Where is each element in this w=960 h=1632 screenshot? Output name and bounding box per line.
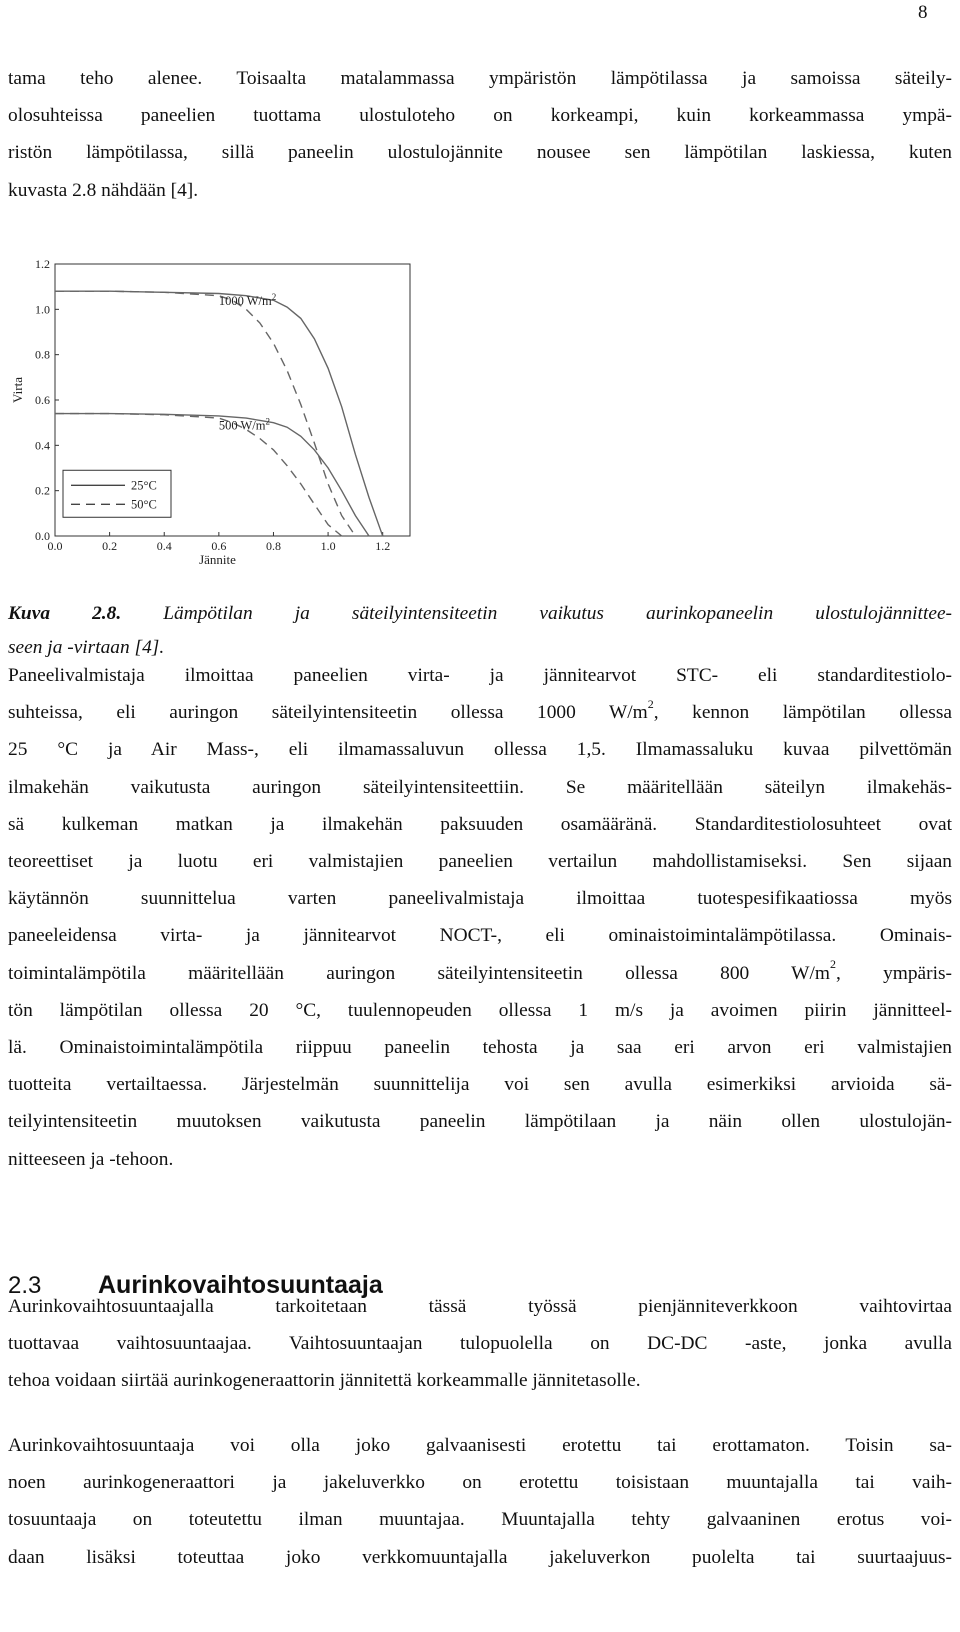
text-line (8, 1029, 952, 1066)
section-title: Aurinkovaihtosuuntaaja (98, 1271, 383, 1299)
page-number: 8 (918, 2, 928, 23)
text-segment: 25 °C ja Air Mass-, eli ilmamassaluvun ollessa 1,5. Ilmamassaluku kuvaa pilvettömän (8, 739, 952, 761)
y-tick-label: 1.0 (35, 302, 50, 317)
text-line (8, 843, 952, 880)
text-segment: , ympäris- (835, 962, 953, 984)
x-tick-label: 0.2 (102, 539, 118, 553)
superscript: 2 (829, 957, 836, 972)
inverter-paragraph-2 (8, 1427, 952, 1576)
y-tick-label: 0.6 (35, 393, 50, 407)
irradiance-annotation: 1000 $W/m^2$ (218, 291, 277, 308)
text-line (8, 1066, 952, 1103)
text-line: tosuuntaaja on toteutettu ilman muuntajaa. Muuntajalla tehty galvaaninen erotus voi- (8, 1509, 952, 1531)
stc-paragraph (8, 657, 952, 1178)
x-tick-label: 0.8 (265, 539, 281, 553)
text-line: daan lisäksi toteuttaa joko verkkomuuntajalla jakeluverkon puolelta tai suurtaajuus- (8, 1546, 952, 1568)
text-line (8, 1103, 952, 1140)
text-line (8, 806, 952, 843)
text-segment: Paneelivalmistaja ilmoittaa paneelien virta- ja jännitearvot STC- eli standarditestiolo- (8, 665, 952, 686)
text-segment: teoreettiset ja luotu eri valmistajien paneelien vertailun mahdollistamiseksi. Sen sijaan (8, 851, 952, 873)
iv-curve-figure (0, 252, 420, 592)
text-segment: nitteeseen ja -tehoon. (8, 1148, 174, 1170)
text-line (8, 769, 952, 806)
x-tick-label: 0.6 (211, 539, 227, 553)
text-line: noen aurinkogeneraattori ja jakeluverkko on erotettu toisistaan muuntajalla tai vaih- (8, 1472, 952, 1494)
y-tick-label: 0.2 (35, 483, 50, 498)
text-line: Aurinkovaihtosuuntaajalla tarkoitetaan tässä työssä pienjänniteverkkoon vaihtovirtaa (8, 1296, 952, 1317)
text-line (8, 992, 952, 1029)
text-line: ristön lämpötilassa, sillä paneelin ulostulojännite nousee sen lämpötilan laskiessa, kuten (8, 142, 952, 164)
text-line: tehoa voidaan siirtää aurinkogeneraattorin jännitettä korkeammalle jännitetasolle. (8, 1370, 641, 1392)
irradiance-annotation: 500 $W/m^2$ (218, 416, 271, 433)
x-axis-label: Jännite (199, 552, 236, 567)
text-line (8, 1141, 952, 1178)
text-segment: käytännön suunnittelua varten paneelivalmistaja ilmoittaa tuotespesifikaatiossa myös (8, 888, 952, 910)
text-segment: sä kulkeman matkan ja ilmakehän paksuuden osamääränä. Standarditestiolosuhteet ovat (8, 813, 952, 835)
text-line: Aurinkovaihtosuuntaaja voi olla joko galvaanisesti erotettu tai erottamaton. Toisin sa- (8, 1435, 952, 1456)
text-segment: ilmakehän vaikutusta auringon säteilyintensiteettiin. Se määritellään säteilyn ilmakehäs- (8, 776, 952, 798)
text-line (8, 955, 952, 992)
y-tick-label: 0.0 (35, 529, 50, 543)
y-axis-label: Virta (10, 377, 25, 403)
x-tick-label: 0.4 (156, 539, 172, 553)
text-line: tuottavaa vaihtosuuntaajaa. Vaihtosuuntaajan tulopuolella on DC-DC -aste, jonka avulla (8, 1333, 952, 1355)
text-line: kuvasta 2.8 nähdään [4]. (8, 179, 199, 201)
text-line: olosuhteissa paneelien tuottama ulostuloteho on korkeampi, kuin korkeammassa ympä- (8, 105, 952, 127)
text-segment: toimintalämpötila määritellään auringon säteilyintensiteetin ollessa 800 W/m (8, 962, 830, 984)
text-segment: teilyintensiteetin muutoksen vaikutusta paneelin lämpötilaan ja näin ollen ulostulojän- (8, 1111, 952, 1133)
caption-text: seen ja -virtaan [4]. (8, 637, 165, 658)
superscript: 2 (647, 696, 654, 711)
caption-text: Lämpötilan ja säteilyintensiteetin vaikutus aurinkopaneelin ulostulojännittee- (121, 603, 953, 624)
text-line (8, 917, 952, 954)
text-segment: paneeleidensa virta- ja jännitearvot NOCT-, eli ominaistoimintalämpötilassa. Ominais- (8, 925, 952, 947)
text-line (8, 731, 952, 768)
text-line (8, 657, 952, 694)
text-segment: tuotteita vertailtaessa. Järjestelmän suunnittelija voi sen avulla esimerkiksi arvioida sä- (8, 1074, 952, 1096)
text-line (8, 880, 952, 917)
x-tick-label: 1.2 (375, 539, 391, 553)
text-segment: suhteissa, eli auringon säteilyintensiteetin ollessa 1000 W/m (8, 702, 648, 724)
text-segment: , kennon lämpötilan ollessa (653, 702, 952, 724)
x-tick-label: 0.0 (47, 539, 63, 553)
iv-curve-chart (0, 252, 420, 592)
section-number: 2.3 (8, 1272, 42, 1299)
y-tick-label: 1.2 (35, 257, 50, 271)
legend-label: 50°C (131, 497, 157, 512)
legend-label: 25°C (131, 478, 157, 493)
x-tick-label: 1.0 (320, 539, 336, 553)
figure-caption (8, 597, 952, 665)
y-tick-label: 0.4 (35, 438, 50, 453)
caption-label: Kuva 2.8. (8, 603, 122, 624)
text-segment: lä. Ominaistoimintalämpötila riippuu paneelin tehosta ja saa eri arvon eri valmistajien (8, 1037, 952, 1059)
intro-paragraph (8, 60, 952, 209)
y-tick-label: 0.8 (35, 347, 50, 362)
text-line (8, 694, 952, 731)
text-segment: tön lämpötilan ollessa 20 °C, tuulennopeuden ollessa 1 m/s ja avoimen piirin jännitteel- (8, 999, 952, 1021)
inverter-paragraph-1 (8, 1288, 952, 1400)
text-line: tama teho alenee. Toisaalta matalammassa ympäristön lämpötilassa ja samoissa säteily- (8, 68, 952, 89)
